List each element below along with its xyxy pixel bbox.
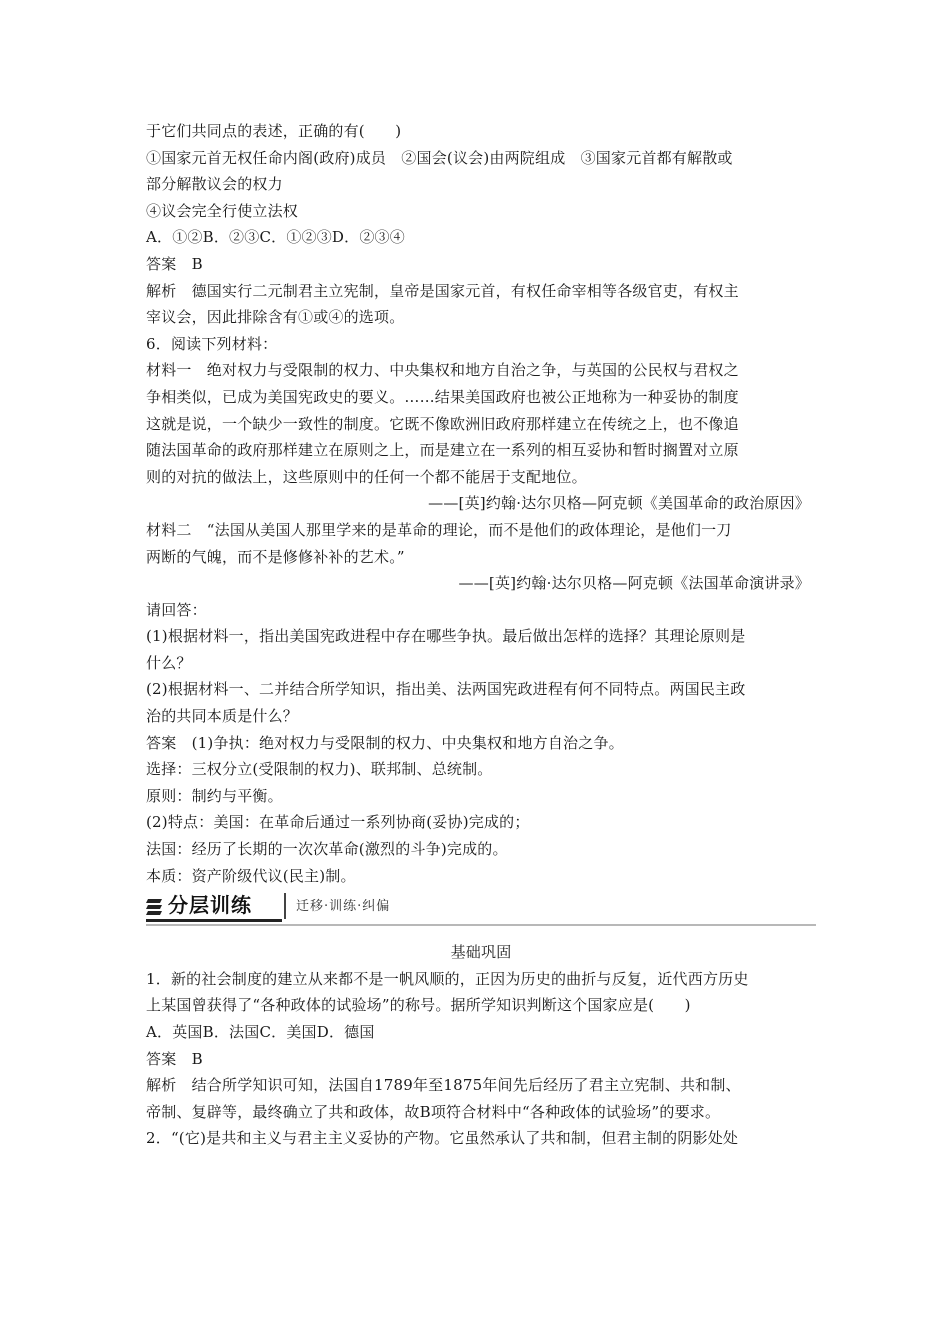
answer-line: 法国：经历了长期的一次次革命(激烈的斗争)完成的。 — [146, 840, 508, 859]
text-line: (2)根据材料一、二并结合所学知识，指出美、法两国宪政进程有何不同特点。两国民主政 — [146, 680, 746, 699]
answer-line: 答案 (1)争执：绝对权力与受限制的权力、中央集权和地方自治之争。 — [146, 733, 624, 752]
document-page — [146, 118, 816, 1152]
analysis-line: 解析 德国实行二元制君主立宪制，皇帝是国家元首，有权任命宰相等各级官吏，有权主 — [146, 281, 739, 300]
banner-underline — [146, 919, 282, 922]
analysis-line: 宰议会，因此排除含有①或④的选项。 — [146, 308, 405, 327]
material-source: ——[英]约翰·达尔贝格—阿克顿《美国革命的政治原因》 — [428, 494, 810, 513]
analysis-line: 解析 结合所学知识可知，法国自1789年至1875年间先后经历了君主立宪制、共和制、 — [146, 1076, 741, 1095]
material-line: 争相类似，已成为美国宪政史的要义。……结果美国政府也被公正地称为一种妥协的制度 — [146, 387, 739, 406]
banner-separator — [284, 893, 286, 919]
stripes-icon — [146, 897, 164, 917]
section-heading: 基础巩固 — [450, 943, 512, 962]
question-line: 上某国曾获得了“各种政体的试验场”的称号。据所学知识判断这个国家应是( ) — [146, 996, 691, 1015]
text-line: 治的共同本质是什么？ — [146, 707, 299, 726]
material-line: 材料二 “法国从美国人那里学来的是革命的理论，而不是他们的政体理论，是他们一刀 — [146, 520, 732, 539]
banner-subtitle: 迁移·训练·纠偏 — [296, 899, 391, 915]
spacer — [146, 925, 816, 939]
question-line: 1．新的社会制度的建立从来都不是一帆风顺的，正因为历史的曲折与反复，近代西方历史 — [146, 969, 749, 988]
analysis-line: 帝制、复辟等，最终确立了共和政体，故B项符合材料中“各种政体的试验场”的要求。 — [146, 1102, 721, 1121]
answer-line: 答案 B — [146, 254, 203, 273]
text-line: 部分解散议会的权力 — [146, 175, 283, 194]
text-line: 什么？ — [146, 653, 192, 672]
section-banner — [146, 891, 816, 923]
material-line: 随法国革命的政府那样建立在原则之上，而是建立在一系列的相互妥协和暂时搁置对立原 — [146, 441, 739, 460]
text-line: (1)根据材料一，指出美国宪政进程中存在哪些争执。最后做出怎样的选择？其理论原则是 — [146, 627, 746, 646]
material-line: 两断的气魄，而不是修修补补的艺术。” — [146, 547, 405, 566]
material-source: ——[英]约翰·达尔贝格—阿克顿《法国革命演讲录》 — [458, 574, 810, 593]
question-line: 2．“(它)是共和主义与君主主义妥协的产物。它虽然承认了共和制，但君主制的阴影处处 — [146, 1129, 739, 1148]
text-line: 于它们共同点的表述，正确的有( ) — [146, 122, 402, 140]
text-line: ①国家元首无权任命内阁(政府)成员 ②国会(议会)由两院组成 ③国家元首都有解散或 — [146, 148, 733, 167]
text-line: 请回答： — [146, 600, 207, 619]
answer-line: 本质：资产阶级代议(民主)制。 — [146, 866, 356, 885]
material-line: 这就是说，一个缺少一致性的制度。它既不像欧洲旧政府那样建立在传统之上，也不像追 — [146, 414, 739, 433]
banner-title: 分层训练 — [168, 893, 252, 918]
question-title: 6．阅读下列材料： — [146, 334, 278, 353]
material-line: 材料一 绝对权力与受限制的权力、中央集权和地方自治之争，与英国的公民权与君权之 — [146, 361, 739, 380]
answer-line: 原则：制约与平衡。 — [146, 786, 283, 805]
material-line: 则的对抗的做法上，这些原则中的任何一个都不能居于支配地位。 — [146, 467, 587, 486]
text-line: ④议会完全行使立法权 — [146, 201, 299, 220]
answer-line: 答案 B — [146, 1049, 203, 1068]
answer-options: A．英国B．法国C．美国D．德国 — [146, 1023, 375, 1041]
answer-options: A．①②B．②③C．①②③D．②③④ — [146, 228, 405, 247]
answer-line: 选择：三权分立(受限制的权力)、联邦制、总统制。 — [146, 760, 493, 779]
banner-rule — [146, 924, 816, 926]
answer-line: (2)特点：美国：在革命后通过一系列协商(妥协)完成的； — [146, 813, 530, 832]
